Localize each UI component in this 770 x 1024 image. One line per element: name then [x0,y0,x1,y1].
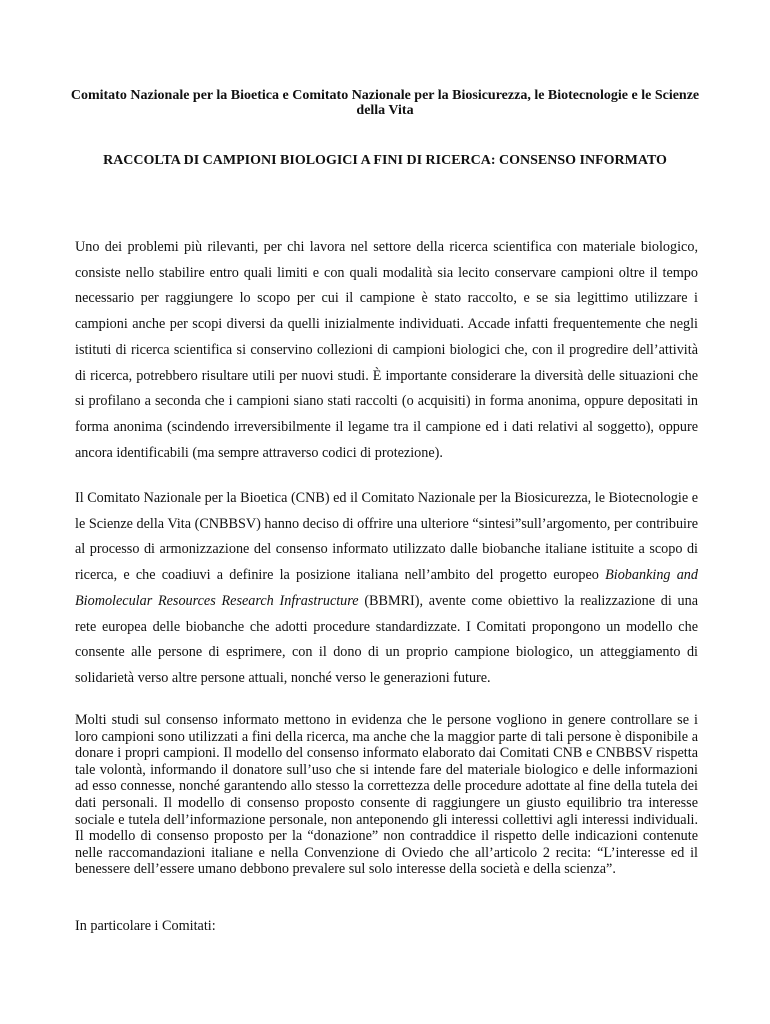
paragraph-2-start: Il Comitato Nazionale per la Bioetica (CNB) ed il Comitato Nazionale per la Biosicurezza, le Biotecnologie e le Scienze della Vita (CNBBSV) hanno deciso di offrire una ulteriore “sintesi”sull’argomento, per contribuire al processo di armonizzazione del consenso informato utilizzato dalle biobanche italiane istituite a scopo di ricerca, e che coadiuvi a definire la posizione italiana nell’ambito del progetto europeo [75,490,698,584]
paragraph-2-end: (BBMRI), avente come obiettivo la realizzazione di una rete europea delle biobanche che adotti procedure standardizzate. I Comitati propongono un modello che consente alle persone di esprimere, con il dono di un proprio campione biologico, un atteggiamento di solidarietà verso altre persone attuali, nonché verso le generazioni future. [75,592,698,686]
paragraph-4: In particolare i Comitati: [75,918,216,934]
paragraph-1: Uno dei problemi più rilevanti, per chi lavora nel settore della ricerca scientifica con materiale biologico, consiste nello stabilire entro quali limiti e con quali modalità sia lecito conservare campioni oltre il tempo necessario per raggiungere lo scopo per cui il campione è stato raccolto, e se sia legittimo utilizzare i campioni anche per scopi diversi da quelli inizialmente individuati. Accade infatti frequentemente che negli istituti di ricerca scientifica si conservino collezioni di campioni biologici che, con il progredire dell’attività di ricerca, potrebbero risultare utili per nuovi studi. È importante considerare la diversità delle situazioni che si profilano a seconda che i campioni siano stati raccolti (o acquisiti) in forma anonima, oppure depositati in forma anonima (scindendo irreversibilmente il legame tra il campione ed i dati relativi al soggetto), oppure ancora identificabili (ma sempre attraverso codici di protezione). [75,239,698,461]
paragraph-2 [75,486,698,692]
committee-heading: Comitato Nazionale per la Bioetica e Comitato Nazionale per la Biosicurezza, le Biotecnologie e le Scienze della Vita [70,88,700,118]
project-name-italic: Biobanking and Biomolecular Resources Research Infrastructure [75,567,698,609]
paragraph-3: Molti studi sul consenso informato mettono in evidenza che le persone vogliono in genere controllare se i loro campioni sono utilizzati a fini della ricerca, ma anche che la maggior parte di tali persone è disponibile a donare i propri campioni. Il modello del consenso informato elaborato dai Comitati CNB e CNBBSV rispetta tale volontà, informando il donatore sull’uso che si intende fare del materiale biologico e delle informazioni ad esso connesse, nonché garantendo allo stesso la correttezza delle procedure adottate al fine della tutela dei dati personali. Il modello di consenso proposto consente di raggiungere un giusto equilibrio tra interesse sociale e tutela dell’informazione personale, non anteponendo gli interessi collettivi agli interessi individuali. Il modello di consenso proposto per la “donazione” non contraddice il rispetto delle indicazioni contenute nelle raccomandazioni italiane e nella Convenzione di Oviedo che all’articolo 2 recita: “L’interesse ed il benessere dell’essere umano debbono prevalere sul solo interesse della società e della scienza”. [75,712,698,878]
document-title: RACCOLTA DI CAMPIONI BIOLOGICI A FINI DI RICERCA: CONSENSO INFORMATO [103,153,667,168]
